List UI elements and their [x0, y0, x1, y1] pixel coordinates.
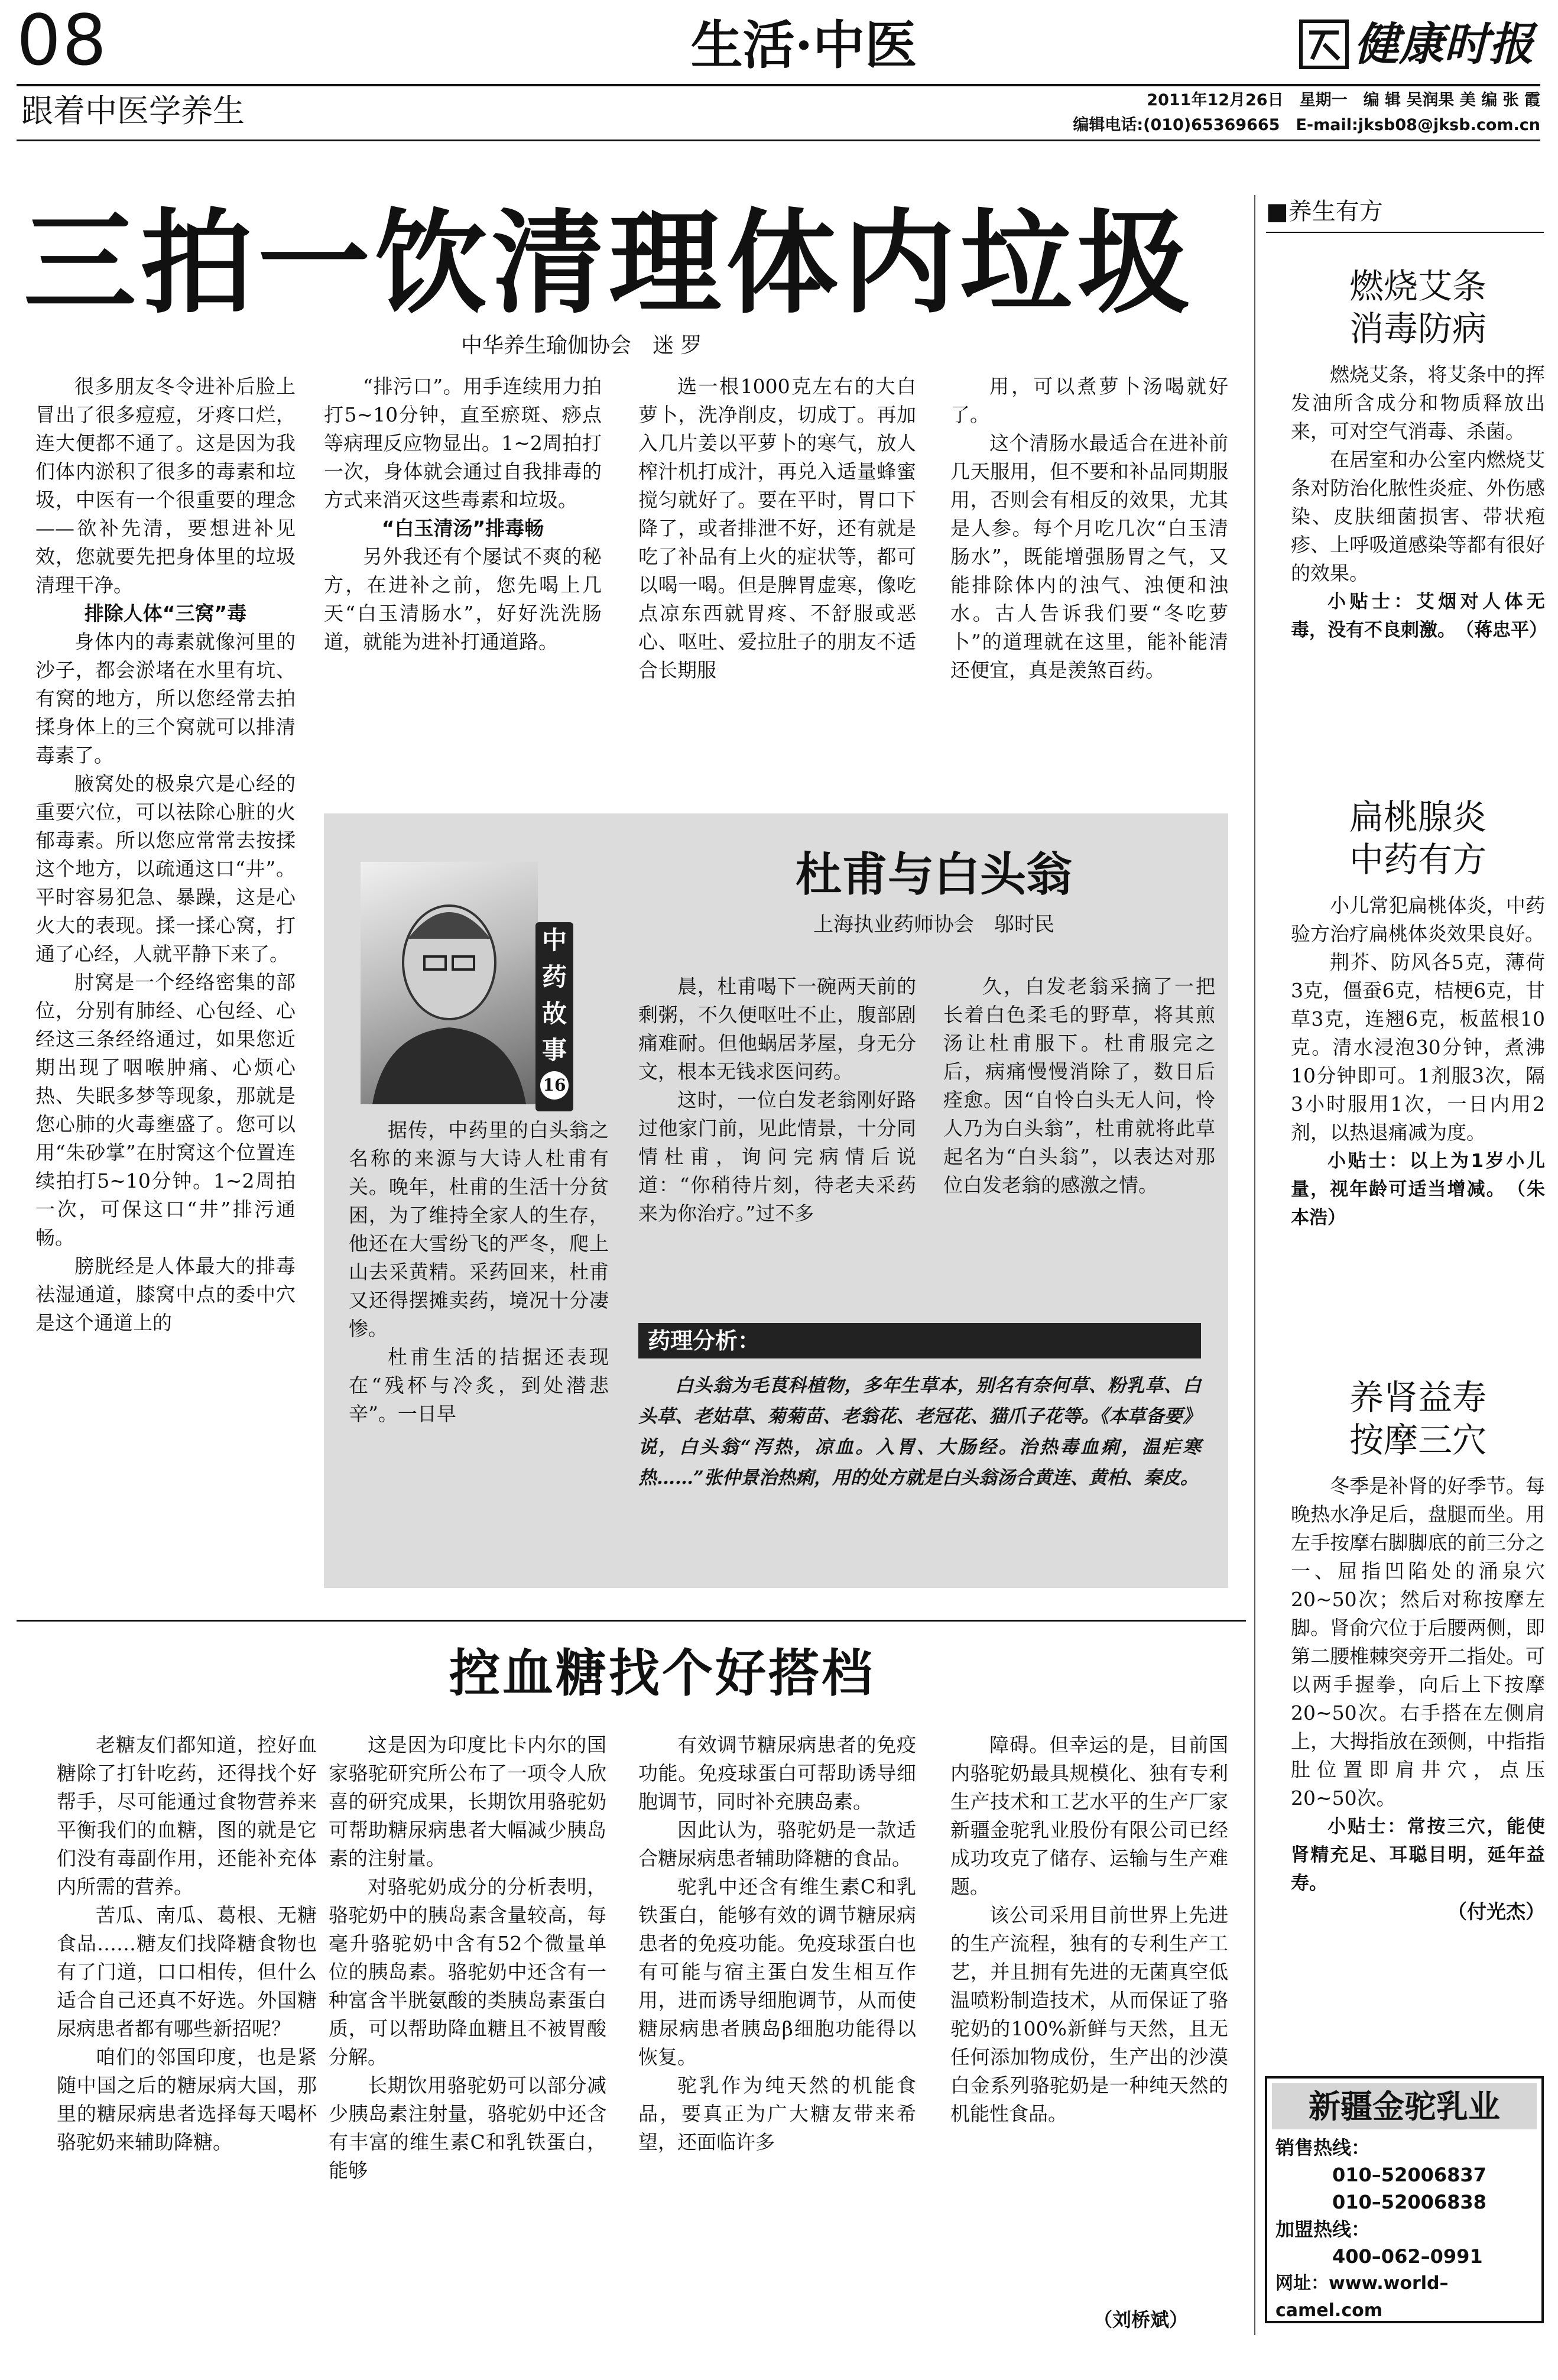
camel-column-2: [329, 1731, 606, 2310]
sidebar-article-2: [1291, 796, 1545, 1232]
camel-paragraph: 有效调节糖尿病患者的免疫功能。免疫球蛋白可帮助诱导细胞调节，同时补充胰岛素。: [638, 1733, 916, 1813]
lead-column-3: [638, 372, 916, 804]
lead-paragraph: 身体内的毒素就像河里的沙子，都会淤堵在水里有坑、有窝的地方，所以您经常去拍揉身体上的三个窝就可以排清毒素了。: [35, 630, 296, 767]
newspaper-logo: [1297, 18, 1546, 71]
ad-box: [1265, 2076, 1544, 2323]
series-badge: [535, 922, 573, 1111]
sidebar-paragraph: 燃烧艾条，将艾条中的挥发油所含成分和物质释放出来，可对空气消毒、杀菌。: [1291, 363, 1545, 443]
lead-column-2: [324, 372, 602, 804]
ad-sales-label: 销售热线：: [1275, 2136, 1371, 2159]
story-column-1: [349, 1116, 609, 1577]
lead-paragraph: 用，可以煮萝卜汤喝就好了。: [950, 375, 1228, 426]
sidebar-title: 消毒防病: [1349, 309, 1486, 349]
sidebar-article-3: [1291, 1376, 1545, 1926]
lead-paragraph: 很多朋友冬令进补后脸上冒出了很多痘痘，牙疼口烂，连大便都不通了。这是因为我们体内淤积了很多的毒素和垃圾，中医有一个很重要的理念——欲补先清，要想进补见效，您就要先把身体里的垃圾清理干净。: [35, 375, 296, 596]
sidebar-title: 燃烧艾条: [1349, 266, 1486, 306]
camel-paragraph: 障碍。但幸运的是，目前国内骆驼奶最具规模化、独有专利生产技术和工艺水平的生产厂家新疆金驼乳业股份有限公司已经成功攻克了储存、运输与生产难题。: [950, 1733, 1228, 1898]
lead-column-4: [950, 372, 1228, 804]
ad-sales-phone-2: 010–52006838: [1332, 2191, 1486, 2213]
ad-website[interactable]: 网址：www.world–camel.com: [1275, 2273, 1449, 2321]
camel-column-4: [950, 1731, 1228, 2310]
lead-paragraph: 膀胱经是人体最大的排毒祛湿通道，膝窝中点的委中穴是这个通道上的: [35, 1254, 296, 1334]
lead-subhead-2: “白玉清汤”排毒畅: [381, 517, 544, 540]
masthead-bottom-rule: [17, 140, 1540, 141]
newspaper-name: 健康时报: [1354, 18, 1534, 70]
analysis-label-bar: [638, 1323, 1201, 1358]
logo-mark-icon: [1297, 18, 1351, 71]
sidebar-title: 按摩三穴: [1349, 1420, 1486, 1460]
person-icon: [361, 862, 538, 1104]
camel-paragraph: 这是因为印度比卡内尔的国家骆驼研究所公布了一项令人欣喜的研究成果，长期饮用骆驼奶可帮助糖尿病患者大幅减少胰岛素的注射量。: [329, 1733, 606, 1870]
section-title: 生活·中医: [690, 14, 917, 76]
lead-paragraph: 肘窝是一个经络密集的部位，分别有肺经、心包经、心经这三条经络通过，如果您近期出现了咽喉肿痛、心烦心热、失眠多梦等现象，那就是您心肺的火毒壅盛了。您可以用“朱砂掌”在肘窝这个位置连续拍打5~10分钟。1~2周拍一次，可保这口“井”排污通畅。: [35, 971, 296, 1249]
sidebar-article-1: [1291, 265, 1545, 644]
column-name: 跟着中医学养生: [21, 92, 245, 129]
series-char: 故: [541, 999, 567, 1028]
story-column-2: [638, 972, 916, 1304]
sidebar-title: 扁桃腺炎: [1349, 797, 1486, 837]
series-number: 16: [540, 1071, 569, 1100]
sidebar-title: 中药有方: [1349, 839, 1486, 880]
sidebar-tip: 小贴士：艾烟对人体无毒，没有不良刺激。 （蒋忠平）: [1291, 591, 1547, 641]
sidebar-paragraph: 冬季是补肾的好季节。每晚热水净足后，盘腿而坐。用左手按摩右脚脚底的前三分之一、屈指凹陷处的涌泉穴20~50次；然后对称按摩左脚。肾俞穴位于后腰两侧，即第二腰椎棘突旁开二指处。可以两手握拳，向后上下按摩20~50次。右手搭在左侧肩上，大拇指放在颈侧，中指指肚位置即肩井穴，点压20~50次。: [1291, 1474, 1545, 1810]
camel-paragraph: 咱们的邻国印度，也是紧随中国之后的糖尿病大国，那里的糖尿病患者选择每天喝杯骆驼奶来辅助降糖。: [57, 2045, 317, 2154]
sidebar-tip: 小贴士：常按三穴，能使肾精充足、耳聪目明，延年益寿。: [1291, 1816, 1545, 1894]
analysis-text: 白头翁为毛茛科植物，多年生草本，别名有奈何草、粉乳草、白头草、老姑草、菊菊苗、老翁花、老冠花、猫爪子花等。《本草备要》说，白头翁“泻热，凉血。入胃、大肠经。治热毒血痢，温疟寒热……”张仲景治热痢，用的处方就是白头翁汤合黄连、黄柏、秦皮。: [638, 1375, 1201, 1489]
sidebar-header: ■养生有方: [1266, 198, 1383, 225]
sidebar-paragraph: 荆芥、防风各5克，薄荷3克，僵蚕6克，桔梗6克，甘草3克，连翘6克，板蓝根10克。清水浸泡30分钟，煮沸10分钟即可。1剂服3次，隔3小时服用1次，一日内用2剂，以热退痛减为度。: [1291, 951, 1545, 1144]
camel-column-1: [57, 1731, 317, 2310]
story-byline: 上海执业药师协会 邬时民: [813, 913, 1054, 936]
camel-paragraph: 驼乳中还含有维生素C和乳铁蛋白，能够有效的调节糖尿病患者的免疫功能。免疫球蛋白也有可能与宿主蛋白发生相互作用，进而诱导细胞调节，从而使糖尿病患者胰岛β细胞功能得以恢复。: [638, 1875, 916, 2068]
sidebar-title: 养肾益寿: [1349, 1377, 1486, 1418]
story-paragraph: 据传，中药里的白头翁之名称的来源与大诗人杜甫有关。晚年，杜甫的生活十分贫困，为了维持全家人的生存，他还在大雪纷飞的严冬，爬上山去采黄精。采药回来，杜甫又还得摆摊卖药，境况十分凄惨。: [349, 1118, 609, 1340]
series-char: 事: [541, 1036, 567, 1065]
camel-headline: 控血糖找个好搭档: [449, 1643, 875, 1703]
series-char: 药: [541, 962, 567, 991]
ad-join-phone: 400–062–0991: [1332, 2245, 1483, 2268]
camel-column-3: [638, 1731, 916, 2310]
camel-paragraph: 苦瓜、南瓜、葛根、无糖食品……糖友们找降糖食物也有了门道，口口相传，但什么适合自己还真不好选。外国糖尿病患者都有哪些新招呢？: [57, 1904, 317, 2040]
series-char: 中: [541, 926, 567, 955]
camel-paragraph: 因此认为，骆驼奶是一款适合糖尿病患者辅助降糖的食品。: [638, 1818, 916, 1870]
sidebar-divider: [1254, 195, 1255, 2335]
author-portrait: [361, 862, 538, 1104]
ad-sales-phone-1: 010–52006837: [1332, 2164, 1486, 2186]
sidebar-tip: 小贴士：以上为1岁小儿量，视年龄可适当增减。 （朱本浩）: [1291, 1150, 1545, 1228]
camel-paragraph: 老糖友们都知道，控好血糖除了打针吃药，还得找个好帮手，尽可能通过食物营养来平衡我们的血糖，图的就是它们没有毒副作用，还能补充体内所需的营养。: [57, 1733, 317, 1898]
lead-byline: 中华养生瑜伽协会 迷 罗: [461, 333, 702, 358]
story-paragraph: 久，白发老翁采摘了一把长着白色柔毛的野草，将其煎汤让杜甫服下。杜甫服完之后，病痛慢慢消除了，数日后痊愈。因“自怜白头无人问，怜人乃为白头翁”，杜甫就将此草起名为“白头翁”，以表达对那位白发老翁的感激之情。: [943, 975, 1215, 1197]
lead-subhead-1: 排除人体“三窝”毒: [84, 602, 247, 625]
sidebar-author: （付光杰）: [1447, 1900, 1545, 1923]
page-number: 08: [17, 0, 108, 81]
story-title: 杜甫与白头翁: [795, 848, 1072, 902]
camel-paragraph: 长期饮用骆驼奶可以部分减少胰岛素注射量，骆驼奶中还含有丰富的维生素C和乳铁蛋白，能够: [329, 2074, 606, 2182]
sidebar-header-rule: [1266, 232, 1544, 233]
camel-paragraph: 驼乳作为纯天然的机能食品，要真正为广大糖友带来希望，还面临许多: [638, 2074, 916, 2154]
section-rule: [17, 1620, 1246, 1622]
lead-paragraph: 腋窝处的极泉穴是心经的重要穴位，可以祛除心脏的火郁毒素。所以您应常常去按揉这个地方，以疏通这口“井”。平时容易犯急、暴躁，这是心火大的表现。揉一揉心窝，打通了心经，人就平静下来了。: [35, 772, 296, 965]
lead-paragraph: “排污口”。用手连续用力拍打5~10分钟，直至瘀斑、痧点等病理反应物显出。1~2周拍打一次，身体就会通过自我排毒的方式来消灭这些毒素和垃圾。: [324, 375, 602, 511]
lead-paragraph: 选一根1000克左右的大白萝卜，洗净削皮，切成丁。再加入几片姜以平萝卜的寒气，放人榨汁机打成汁，再兑入适量蜂蜜搅匀就好了。要在平时，胃口下降了，或者排泄不好，还有就是吃了补品有上火的症状等，都可以喝一喝。但是脾胃虚寒，像吃点凉东西就胃疼、不舒服或恶心、呕吐、爱拉肚子的朋友不适合长期服: [638, 375, 916, 682]
story-paragraph: 这时，一位白发老翁刚好路过他家门前，见此情景，十分同情杜甫，询问完病情后说道：“你稍待片刻，待老夫采药来为你治疗。”过不多: [638, 1088, 916, 1225]
sidebar-paragraph: 小儿常犯扁桃体炎，中药验方治疗扁桃体炎效果良好。: [1291, 894, 1545, 945]
ad-join-label: 加盟热线：: [1275, 2218, 1371, 2240]
story-paragraph: 晨，杜甫喝下一碗两天前的剩粥，不久便呕吐不止，腹部剧痛难耐。但他蜗居茅屋，身无分文，根本无钱求医问药。: [638, 975, 916, 1083]
lead-paragraph: 另外我还有个屡试不爽的秘方，在进补之前，您先喝上几天“白玉清肠水”，好好洗洗肠道，就能为进补打通道路。: [324, 545, 602, 653]
lead-paragraph: 这个清肠水最适合在进补前几天服用，但不要和补品同期服用，否则会有相反的效果，尤其是人参。每个月吃几次“白玉清肠水”，既能增强肠胃之气，又能排除体内的浊气、浊便和浊水。古人告诉我们要“冬吃萝卜”的道理就在这里，能补能清还便宜，真是羡煞百药。: [950, 432, 1228, 682]
lead-headline: 三拍一饮清理体内垃圾: [24, 197, 1195, 329]
ad-company: 新疆金驼乳业: [1272, 2083, 1537, 2129]
analysis-label: 药理分析：: [648, 1328, 761, 1354]
lead-column-1: [35, 372, 296, 1590]
story-column-3: [943, 972, 1215, 1304]
camel-paragraph: 该公司采用目前世界上先进的生产流程，独有的专利生产工艺，并且拥有先进的无菌真空低温喷粉制造技术，从而保证了骆驼奶的100%新鲜与天然，且无任何添加物成份，生产出的沙漠白金系列骆驼奶是一种纯天然的机能性食品。: [950, 1904, 1228, 2125]
sidebar-paragraph: 在居室和办公室内燃烧艾条对防治化脓性炎症、外伤感染、皮肤细菌损害、带状疱疹、上呼吸道感染等都有很好的效果。: [1291, 448, 1545, 585]
masthead-rule: [17, 84, 1540, 86]
camel-paragraph: 对骆驼奶成分的分析表明，骆驼奶中的胰岛素含量较高，每毫升骆驼奶中含有52个微量单位的胰岛素。骆驼奶中还含有一种富含半胱氨酸的类胰岛素蛋白质，可以帮助降血糖且不被胃酸分解。: [329, 1875, 606, 2068]
story-paragraph: 杜甫生活的拮据还表现在“残杯与冷炙，到处潜悲辛”。一日早: [349, 1345, 609, 1425]
date-editor-line: 2011年12月26日 星期一 编 辑 吴润果 美 编 张 霞: [1147, 91, 1540, 109]
contact-line: 编辑电话:(010)65369665 E-mail:jksb08@jksb.com.cn: [1073, 116, 1540, 134]
camel-author: （刘桥斌）: [1093, 2308, 1189, 2331]
